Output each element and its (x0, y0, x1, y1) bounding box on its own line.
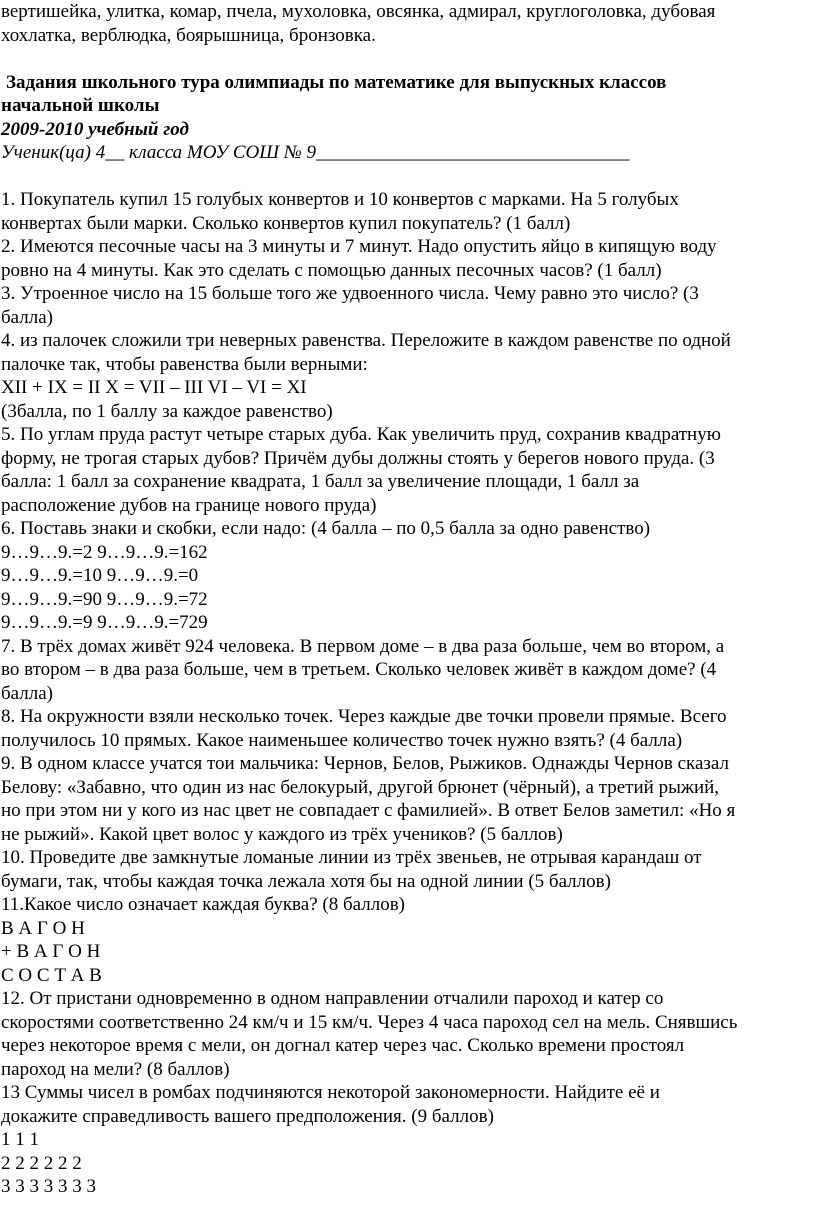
task-line: 7. В трёх домах живёт 924 человека. В первом доме – в два раза больше, чем во втором, а (1, 635, 725, 657)
task-line: 1. Покупатель купил 15 голубых конвертов и 10 конвертов с марками. На 5 голубых (1, 189, 679, 210)
task-line: 9. В одном классе учатся тои мальчика: Чернов, Белов, Рыжиков. Однажды Чернов сказал (1, 753, 729, 774)
task-line: 11.Какое число означает каждая буква? (8 баллов) (1, 894, 406, 915)
task-line: 4. из палочек сложили три неверных равенства. Переложите в каждом равенстве по одной (1, 330, 731, 351)
task-line: 3 3 3 3 3 3 3 (1, 1176, 96, 1197)
task-line: 13 Суммы чисел в ромбах подчиняются некоторой закономерности. Найдите её и (1, 1082, 660, 1103)
task-line: 6. Поставь знаки и скобки, если надо: (4 балла – по 0,5 балла за одно равенство) (1, 518, 651, 539)
task-line: + В А Г О Н (1, 941, 101, 962)
task-line: скоростями соответственно 24 км/ч и 15 км/ч. Через 4 часа пароход сел на мель. Снявшись (1, 1011, 738, 1033)
student-line: Ученик(ца) 4__ класса МОУ СОШ № 9_________________________________ (1, 142, 630, 163)
task-line: 12. От пристани одновременно в одном направлении отчалили пароход и катер со (1, 988, 664, 1009)
task-line: балла: 1 балл за сохранение квадрата, 1 балл за увеличение площади, 1 балл за (1, 471, 640, 492)
task-line: форму, не трогая старых дубов? Причём дубы должны стоять у берегов нового пруда. (3 (1, 447, 715, 469)
task-list (1, 188, 813, 1199)
task-line: 9…9…9.=90 9…9…9.=72 (1, 588, 208, 610)
task-line: 5. По углам пруда растут четыре старых дуба. Как увеличить пруд, сохранив квадратную (1, 424, 721, 445)
task-line: С О С Т А В (1, 964, 102, 986)
task-line: 2. Имеются песочные часы на 3 минуты и 7 минут. Надо опустить яйцо в кипящую воду (1, 236, 717, 257)
task-line: 8. На окружности взяли несколько точек. Через каждые две точки провели прямые. Всего (1, 706, 727, 727)
intro-line: вертишейка, улитка, комар, пчела, мухоловка, овсянка, адмирал, круглоголовка, дубовая (1, 1, 716, 22)
intro-line: хохлатка, верблюдка, боярышница, бронзовка. (1, 24, 376, 46)
task-line: В А Г О Н (1, 917, 85, 939)
task-line: 9…9…9.=9 9…9…9.=729 (1, 612, 208, 633)
task-line: бумаги, так, чтобы каждая точка лежала хотя бы на одной линии (5 баллов) (1, 870, 611, 892)
task-line: во втором – в два раза больше, чем в третьем. Сколько человек живёт в каждом доме? (4 (1, 659, 717, 680)
task-line: 9…9…9.=10 9…9…9.=0 (1, 565, 199, 586)
task-line: 2 2 2 2 2 2 (1, 1152, 82, 1174)
task-line: палочке так, чтобы равенства были верными: (1, 353, 368, 375)
task-line: 9…9…9.=2 9…9…9.=162 (1, 541, 208, 563)
task-line: докажите справедливость вашего предположения. (9 баллов) (1, 1105, 494, 1127)
task-line: 1 1 1 (1, 1129, 39, 1150)
task-line: ровно на 4 минуты. Как это сделать с помощью данных песочных часов? (1 балл) (1, 259, 662, 281)
document-page (1, 0, 813, 1199)
task-line: балла) (1, 682, 53, 704)
task-line: 3. Утроенное число на 15 больше того же удвоенного числа. Чему равно это число? (3 (1, 283, 699, 304)
task-line: XII + IX = II X = VII – III VI – VI = XI (1, 377, 307, 398)
task-line: конвертах были марки. Сколько конвертов купил покупатель? (1 балл) (1, 212, 571, 234)
spacer (1, 47, 813, 71)
task-line: Белову: «Забавно, что один из нас белокурый, другой брюнет (чёрный), а третий рыжий, (1, 776, 720, 798)
task-line: расположение дубов на границе нового пруда) (1, 494, 377, 516)
spacer (1, 165, 813, 189)
task-line: балла) (1, 306, 53, 328)
olympiad-title-cont: начальной школы (1, 95, 160, 116)
school-year: 2009-2010 учебный год (1, 118, 189, 140)
task-line: но при этом ни у кого из нас цвет не совпадает с фамилией». В ответ Белов заметил: «Но я (1, 800, 736, 821)
task-line: получилось 10 прямых. Какое наименьшее количество точек нужно взять? (4 балла) (1, 729, 683, 751)
task-line: через некоторое время с мели, он догнал катер через час. Сколько времени простоял (1, 1035, 685, 1056)
task-line: (3балла, по 1 баллу за каждое равенство) (1, 400, 333, 422)
task-line: 10. Проведите две замкнутые ломаные линии из трёх звеньев, не отрывая карандаш от (1, 847, 702, 868)
task-line: пароход на мели? (8 баллов) (1, 1058, 230, 1080)
task-line: не рыжий». Какой цвет волос у каждого из трёх учеников? (5 баллов) (1, 823, 563, 845)
olympiad-title: Задания школьного тура олимпиады по математике для выпускных классов (6, 71, 667, 93)
